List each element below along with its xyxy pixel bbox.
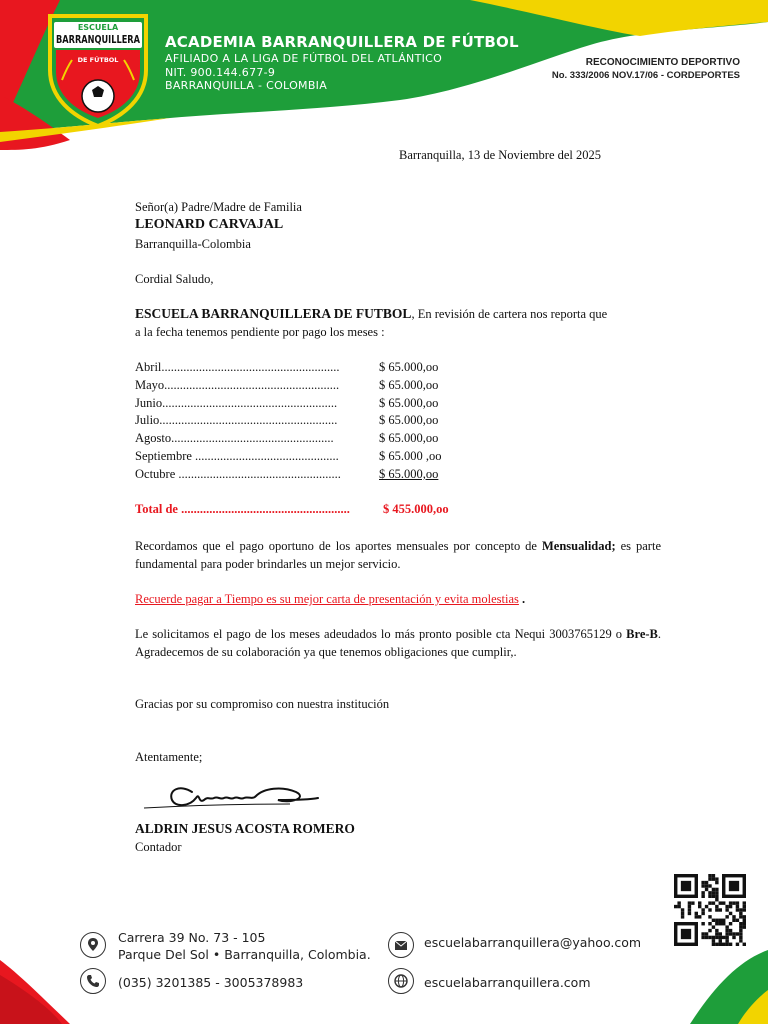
month-label: Octubre ....................................................	[135, 466, 341, 481]
address-line2: Parque Del Sol • Barranquilla, Colombia.	[118, 947, 371, 962]
request-bold: Bre-B	[626, 627, 658, 641]
month-row	[135, 376, 455, 394]
month-label: Julio.........................................................	[135, 413, 338, 428]
thanks-line: Gracias por su compromiso con nuestra institución	[135, 697, 390, 711]
address-line1: Carrera 39 No. 73 - 105	[118, 930, 266, 945]
month-row	[135, 394, 455, 412]
logo-main-text: BARRANQUILLERA	[56, 34, 141, 46]
city-line: BARRANQUILLA - COLOMBIA	[165, 79, 328, 92]
slogan-end: .	[518, 592, 526, 606]
recipient-location: Barranquilla-Colombia	[135, 237, 251, 251]
email-icon	[388, 932, 414, 958]
website-link[interactable]: escuelabarranquillera.com	[424, 975, 591, 990]
school-name: ESCUELA BARRANQUILLERA DE FUTBOL	[135, 306, 412, 321]
month-label: Septiembre ..............................................	[135, 449, 339, 463]
letter-date: Barranquilla, 13 de Noviembre del 2025	[399, 148, 602, 162]
slogan-text: Recuerde pagar a Tiempo es su mejor carta de presentación y evita molestias	[135, 592, 519, 606]
reminder-text-start: Recordamos que el pago oportuno de los aportes mensuales por concepto de	[135, 539, 537, 553]
academy-logo	[46, 10, 150, 128]
academy-title: ACADEMIA BARRANQUILLERA DE FÚTBOL	[165, 33, 519, 51]
month-amount: $ 65.000 ,oo	[379, 449, 442, 463]
month-row	[135, 411, 455, 429]
month-label: Mayo........................................................	[135, 377, 340, 392]
logo-top-text: ESCUELA	[77, 23, 119, 32]
recipient-name: LEONARD CARVAJAL	[135, 217, 284, 232]
slogan-line	[135, 590, 525, 608]
request-text-start: Le solicitamos el pago de los meses adeudados lo más pronto posible cta Nequi 3003765129 o	[135, 627, 627, 641]
month-label: Agosto....................................................	[135, 431, 334, 446]
month-row	[135, 465, 455, 483]
phone-icon	[80, 968, 106, 994]
total-label: Total de ......................................................	[135, 502, 350, 516]
month-amount: $ 65.000,oo	[379, 413, 439, 428]
globe-icon	[388, 968, 414, 994]
intro-text: , En revisión de cartera nos reporta que	[411, 307, 608, 321]
signer-name: ALDRIN JESUS ACOSTA ROMERO	[135, 821, 355, 836]
recognition-title: RECONOCIMIENTO DEPORTIVO	[585, 57, 740, 68]
recognition-number: No. 333/2006 NOV.17/06 - CORDEPORTES	[551, 70, 740, 81]
nit-line: NIT. 900.144.677-9	[165, 66, 276, 79]
month-label: Junio........................................................	[135, 395, 338, 410]
month-row	[135, 358, 455, 376]
intro-paragraph-line2: a la fecha tenemos pendiente por pago los meses :	[135, 325, 385, 339]
month-row	[135, 429, 455, 447]
salutation-line: Señor(a) Padre/Madre de Familia	[135, 200, 302, 214]
closing-line: Atentamente;	[135, 750, 203, 764]
month-amount: $ 65.000,oo	[379, 360, 439, 374]
signature-image	[140, 770, 330, 818]
phone-numbers: (035) 3201385 - 3005378983	[118, 975, 304, 990]
intro-paragraph-line1	[135, 305, 607, 323]
reminder-paragraph	[135, 537, 661, 573]
greeting: Cordial Saludo,	[135, 272, 214, 286]
total-row	[135, 500, 455, 518]
month-amount: $ 65.000,oo	[379, 395, 439, 410]
month-label: Abril.........................................................	[135, 360, 340, 374]
logo-bottom-text: DE FÚTBOL	[77, 56, 119, 64]
qr-code	[674, 874, 746, 946]
reminder-text-end: es parte fundamental para poder brindarles un mejor servicio.	[135, 539, 661, 571]
signer-role: Contador	[135, 840, 182, 854]
request-paragraph	[135, 625, 661, 661]
affiliation-line: AFILIADO A LA LIGA DE FÚTBOL DEL ATLÁNTICO	[165, 52, 443, 65]
location-pin-icon	[80, 932, 106, 958]
total-amount: $ 455.000,oo	[383, 502, 449, 516]
email-link[interactable]: escuelabarranquillera@yahoo.com	[424, 935, 642, 950]
month-amount: $ 65.000,oo	[379, 431, 439, 446]
reminder-bold: Mensualidad;	[541, 539, 616, 553]
month-amount: $ 65.000,oo	[379, 466, 439, 481]
month-row	[135, 447, 455, 465]
month-amount: $ 65.000,oo	[379, 377, 439, 392]
request-text-end: . Agradecemos de su colaboración ya que tenemos obligaciones que cumplir,.	[135, 627, 661, 659]
